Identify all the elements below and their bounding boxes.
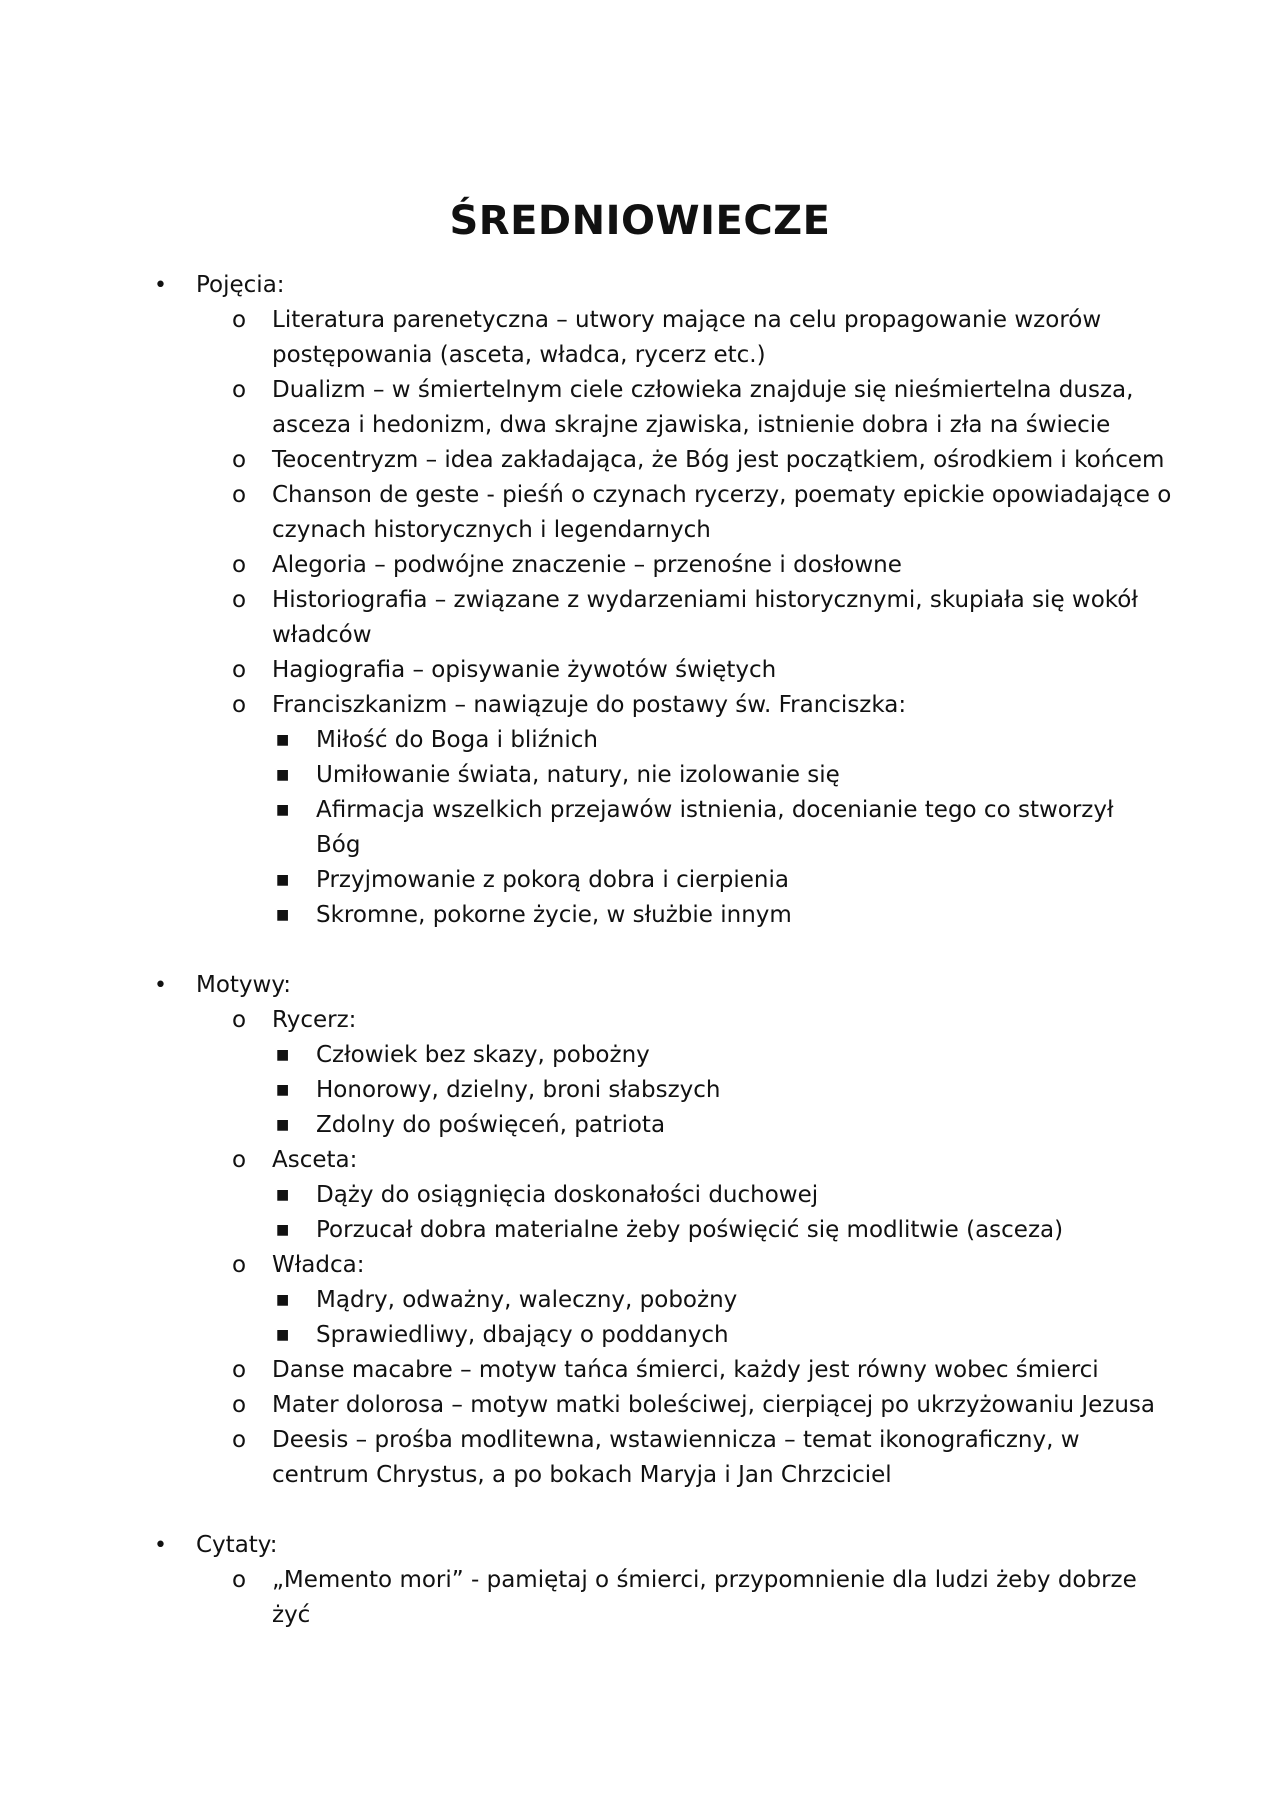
bullet-square-icon: ■ — [276, 1187, 290, 1203]
list-item-text: Mater dolorosa – motyw matki boleściwej, cierpiącej po ukrzyżowaniu Jezusa — [272, 1392, 1156, 1418]
list-item-line — [150, 1388, 1156, 1423]
list-item-text: asceza i hedonizm, dwa skrajne zjawiska, istnienie dobra i zła na świecie — [272, 412, 1111, 438]
sub-item-text: Porzucał dobra materialne żeby poświęcić się modlitwie (asceza) — [316, 1217, 1064, 1243]
list-item-text: Władca: — [272, 1252, 365, 1278]
sub-item-text: Bóg — [316, 832, 361, 858]
list-item-text: żyć — [272, 1602, 311, 1628]
bullet-circle-icon: o — [232, 482, 247, 508]
list-item-line — [150, 653, 1150, 688]
section-spacer — [150, 1493, 1150, 1528]
list-item-text: Franciszkanizm – nawiązuje do postawy św. Franciszka: — [272, 692, 907, 718]
sub-item-text: Afirmacja wszelkich przejawów istnienia, docenianie tego co stworzył — [316, 797, 1114, 823]
list-item-line — [150, 1248, 1150, 1283]
list-item-text: Asceta: — [272, 1147, 358, 1173]
bullet-circle-icon: o — [232, 1567, 247, 1593]
list-item-line — [150, 583, 1150, 618]
list-item-line — [150, 1423, 1150, 1458]
sub-item-line — [150, 758, 1150, 793]
list-item-text: czynach historycznych i legendarnych — [272, 517, 711, 543]
sub-item-line — [150, 1283, 1150, 1318]
list-item-text: Dualizm – w śmiertelnym ciele człowieka znajduje się nieśmiertelna dusza, — [272, 377, 1134, 403]
sub-item-text: Dąży do osiągnięcia doskonałości duchowej — [316, 1182, 819, 1208]
sub-item-text: Przyjmowanie z pokorą dobra i cierpienia — [316, 867, 789, 893]
sub-item-line — [150, 1038, 1150, 1073]
section-label: Pojęcia: — [196, 272, 285, 298]
sub-item-text: Zdolny do poświęceń, patriota — [316, 1112, 666, 1138]
bullet-circle-icon: o — [232, 1252, 247, 1278]
bullet-circle-icon: o — [232, 307, 247, 333]
page-title: ŚREDNIOWIECZE — [449, 198, 831, 244]
list-item-line — [150, 548, 1150, 583]
list-item-text: Literatura parenetyczna – utwory mające na celu propagowanie wzorów — [272, 307, 1102, 333]
list-item-line — [150, 1563, 1150, 1598]
bullet-circle-icon: o — [232, 692, 247, 718]
list-item-line — [150, 513, 1150, 548]
section-label: Cytaty: — [196, 1532, 278, 1558]
bullet-square-icon: ■ — [276, 732, 290, 748]
list-item-line — [150, 303, 1150, 338]
sub-item-text: Sprawiedliwy, dbający o poddanych — [316, 1322, 729, 1348]
bullet-disc-icon: • — [154, 1533, 167, 1558]
list-item-text: Teocentryzm – idea zakładająca, że Bóg jest początkiem, ośrodkiem i końcem — [272, 447, 1165, 473]
bullet-square-icon: ■ — [276, 1082, 290, 1098]
sub-item-line — [150, 1108, 1150, 1143]
bullet-square-icon: ■ — [276, 872, 290, 888]
list-item-text: Rycerz: — [272, 1007, 357, 1033]
bullet-square-icon: ■ — [276, 802, 290, 818]
sub-item-text: Człowiek bez skazy, pobożny — [316, 1042, 650, 1068]
bullet-circle-icon: o — [232, 377, 247, 403]
bullet-disc-icon: • — [154, 273, 167, 298]
section-heading — [150, 968, 1150, 1003]
sub-item-line — [150, 723, 1150, 758]
list-item-text: władców — [272, 622, 372, 648]
section-label: Motywy: — [196, 972, 292, 998]
bullet-circle-icon: o — [232, 1147, 247, 1173]
list-item-line — [150, 1143, 1150, 1178]
bullet-square-icon: ■ — [276, 1117, 290, 1133]
bullet-square-icon: ■ — [276, 1292, 290, 1308]
bullet-square-icon: ■ — [276, 1047, 290, 1063]
bullet-circle-icon: o — [232, 587, 247, 613]
sub-item-line — [150, 1073, 1150, 1108]
sub-item-line — [150, 793, 1150, 828]
list-item-line — [150, 478, 1172, 513]
sub-item-text: Miłość do Boga i bliźnich — [316, 727, 598, 753]
bullet-circle-icon: o — [232, 552, 247, 578]
list-item-text: Deesis – prośba modlitewna, wstawiennicza – temat ikonograficzny, w — [272, 1427, 1080, 1453]
list-item-text: Alegoria – podwójne znaczenie – przenośne i dosłowne — [272, 552, 902, 578]
sub-item-text: Honorowy, dzielny, broni słabszych — [316, 1077, 721, 1103]
list-item-line — [150, 408, 1150, 443]
bullet-circle-icon: o — [232, 447, 247, 473]
list-item-line — [150, 1598, 1150, 1633]
bullet-circle-icon: o — [232, 657, 247, 683]
sub-item-line — [150, 898, 1150, 933]
bullet-circle-icon: o — [232, 1357, 247, 1383]
sub-item-line — [150, 828, 1150, 863]
sub-item-line — [150, 1178, 1150, 1213]
list-item-text: centrum Chrystus, a po bokach Maryja i Jan Chrzciciel — [272, 1462, 892, 1488]
bullet-disc-icon: • — [154, 973, 167, 998]
list-item-line — [150, 373, 1150, 408]
list-item-line — [150, 1353, 1150, 1388]
list-item-text: Danse macabre – motyw tańca śmierci, każdy jest równy wobec śmierci — [272, 1357, 1099, 1383]
outline-section — [150, 968, 1156, 1493]
bullet-square-icon: ■ — [276, 1327, 290, 1343]
sub-item-line — [150, 1213, 1150, 1248]
list-item-text: „Memento mori” - pamiętaj o śmierci, przypomnienie dla ludzi żeby dobrze — [272, 1567, 1137, 1593]
bullet-square-icon: ■ — [276, 907, 290, 923]
section-spacer — [150, 933, 1150, 968]
list-item-text: Chanson de geste - pieśń o czynach rycerzy, poematy epickie opowiadające o — [272, 482, 1172, 508]
list-item-line — [150, 1003, 1150, 1038]
sub-item-text: Skromne, pokorne życie, w służbie innym — [316, 902, 792, 928]
list-item-line — [150, 443, 1165, 478]
list-item-line — [150, 338, 1150, 373]
list-item-text: postępowania (asceta, władca, rycerz etc.) — [272, 342, 766, 368]
section-heading — [150, 268, 1150, 303]
sub-item-text: Mądry, odważny, waleczny, pobożny — [316, 1287, 738, 1313]
list-item-line — [150, 618, 1150, 653]
outline-section — [150, 1528, 1150, 1633]
sub-item-text: Umiłowanie świata, natury, nie izolowanie się — [316, 762, 840, 788]
document-body — [150, 268, 1172, 1633]
list-item-text: Historiografia – związane z wydarzeniami historycznymi, skupiała się wokół — [272, 587, 1138, 613]
bullet-square-icon: ■ — [276, 1222, 290, 1238]
list-item-line — [150, 688, 1150, 723]
sub-item-line — [150, 1318, 1150, 1353]
outline-section — [150, 268, 1172, 933]
sub-item-line — [150, 863, 1150, 898]
bullet-circle-icon: o — [232, 1007, 247, 1033]
bullet-circle-icon: o — [232, 1392, 247, 1418]
list-item-line — [150, 1458, 1150, 1493]
bullet-square-icon: ■ — [276, 767, 290, 783]
list-item-text: Hagiografia – opisywanie żywotów świętych — [272, 657, 777, 683]
section-heading — [150, 1528, 1150, 1563]
bullet-circle-icon: o — [232, 1427, 247, 1453]
